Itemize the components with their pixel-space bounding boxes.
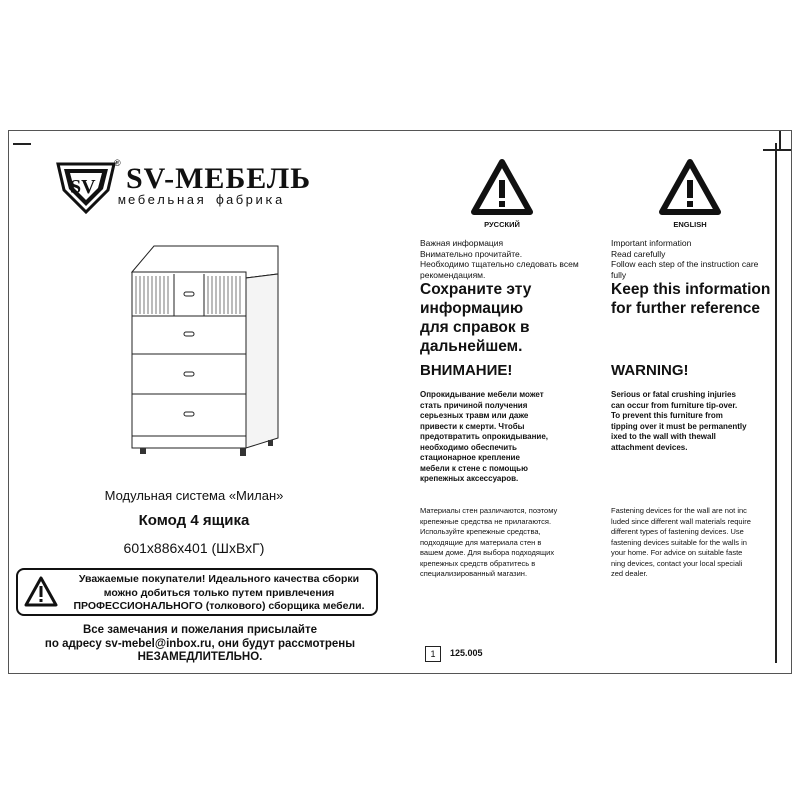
ru-keep-line: Сохраните эту [420,281,532,298]
ru-intro-line: Важная информация [420,238,504,248]
ru-intro-line: Необходимо тщательно следовать всем [420,259,579,269]
product-dimensions: 601x886x401 (ШхВхГ) [123,540,265,556]
notice-line-2: можно добиться только путем привлечения [103,586,335,599]
lang-label-russian: РУССКИЙ [484,220,520,229]
logo-letters: SV [70,176,96,198]
en-intro [611,238,771,280]
en-intro-line: Important information [611,238,692,248]
ru-warning-line: серьезных травм или даже [420,411,529,420]
en-keep-line: for further reference [611,300,761,317]
warning-triangle-icon [24,576,58,608]
doc-code: 125.005 [450,648,483,658]
ru-warning-line: стационарное крепление [420,453,520,462]
feedback-text [20,624,380,665]
corner-mark [779,131,781,151]
ru-keep-info [420,280,600,356]
en-warning-line: Serious or fatal crushing injuries [611,390,736,399]
en-intro-line: fully [611,269,627,280]
corner-mark [763,149,791,151]
en-wall-line: your home. For advice on suitable faste [611,548,743,557]
en-wall-line: Fastening devices for the wall are not inc [611,506,747,515]
warning-triangle-icon [470,158,534,218]
ru-intro [420,238,600,280]
en-keep-info [611,280,781,318]
ru-wall-line: Материалы стен различаются, поэтому [420,506,558,515]
en-warning-line: ixed to the wall with thewall [611,432,716,441]
en-wall-line: luded since different wall materials require [611,516,751,526]
en-warning-title: WARNING! [611,362,689,379]
product-system: Модульная система «Милан» [104,488,284,503]
assembly-notice [16,568,378,616]
ru-warning-line: мебели к стене с помощью [420,463,528,473]
ru-warning-line: необходимо обеспечить [420,442,517,452]
ru-keep-line: дальнейшем. [420,338,523,355]
ru-wall-line: Используйте крепежные средства, [420,527,541,536]
ru-intro-line: Внимательно прочитайте. [420,248,523,259]
brand-logo [56,158,121,221]
ru-warning-line: привести к смерти. Чтобы [420,421,525,431]
ru-wall-line: вашем доме. Для выбора подходящих [420,548,555,557]
en-warning-line: tipping over it must be permanently [611,421,747,431]
dresser-illustration [128,244,288,464]
en-wall-line: ning devices, contact your local speciali [611,558,743,568]
warning-triangle-icon [658,158,722,218]
en-wall-line: fastening devices suitable for the walls in [611,537,747,547]
ru-warning-text [420,390,600,485]
ru-wall-line: подходящие для материала стен в [420,537,542,547]
ru-wall-line: крепежных средств обратитесь в [420,558,536,568]
page-number: 1 [425,646,441,662]
brand-name: SV-МЕБЕЛЬ [126,162,312,195]
product-name: Комод 4 ящика [138,512,250,529]
ru-wall-line: специализированный магазин. [420,569,528,578]
notice-line-3: ПРОФЕССИОНАЛЬНОГО (толкового) сборщика мебели. [73,600,365,612]
en-warning-line: can occur from furniture tip-over. [611,400,738,410]
ru-wall-text [420,506,600,580]
feedback-line-1: Все замечания и пожелания присылайте [82,624,318,636]
ru-warning-line: Опрокидывание мебели может [420,390,544,399]
en-intro-line: Follow each step of the instruction care [611,259,759,269]
en-warning-line: attachment devices. [611,442,688,452]
en-intro-line: Read carefully [611,248,666,259]
en-keep-line: Keep this information [611,281,771,298]
en-wall-line: zed dealer. [611,569,648,578]
en-warning-text [611,390,776,453]
ru-keep-line: для справок в [420,319,530,336]
feedback-line-3: НЕЗАМЕДЛИТЕЛЬНО. [137,651,263,663]
ru-intro-line: рекомендациям. [420,269,486,280]
ru-warning-line: стать причиной получения [420,400,528,410]
notice-line-1: Уважаемые покупатели! Идеального качества сборки [78,573,360,585]
corner-mark [13,143,31,145]
en-wall-line: different types of fastening devices. Use [611,527,744,536]
trademark-symbol: ® [114,158,121,168]
en-wall-text [611,506,776,580]
ru-keep-line: информацию [420,300,524,317]
brand-tagline: мебельная фабрика [118,193,285,208]
ru-warning-title: ВНИМАНИЕ! [420,362,513,379]
lang-label-english: ENGLISH [673,220,707,229]
ru-warning-line: крепежных аксессуаров. [420,474,519,483]
ru-warning-line: предотвратить опрокидывание, [420,432,549,441]
feedback-line-2: по адресу sv-mebel@inbox.ru, они будут рассмотрены [44,637,356,650]
en-warning-line: To prevent this furniture from [611,411,723,420]
ru-wall-line: крепежные средства не прилагаются. [420,516,552,526]
